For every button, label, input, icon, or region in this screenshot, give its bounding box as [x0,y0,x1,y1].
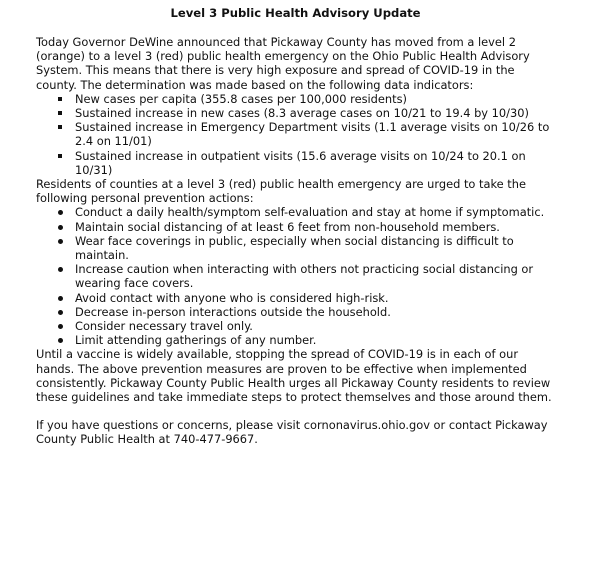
prevention-actions-list [36,205,555,347]
action-item: Consider necessary travel only. [36,319,555,333]
vaccine-paragraph: Until a vaccine is widely available, stopping the spread of COVID-19 is in each of our hands. The above prevention measures are proven to be effective when implemented consistently. Pickaway County Public Health urges all Pickaway County residents to review these guidelines and take immediate steps to protect themselves and those around them. [36,347,552,405]
action-item: Conduct a daily health/symptom self-evaluation and stay at home if symptomatic. [36,205,555,219]
action-item: Wear face coverings in public, especially when social distancing is difficult to maintain. [36,234,555,262]
indicator-item: Sustained increase in outpatient visits (15.6 average visits on 10/24 to 20.1 on 10/31) [36,149,555,177]
intro-paragraph: Today Governor DeWine announced that Pickaway County has moved from a level 2 (orange) to a level 3 (red) public health emergency on the Ohio Public Health Advisory System. This means that there is very high exposure and spread of COVID-19 in the county. The determination was made based on the following data indicators: [36,35,530,92]
indicator-item: Sustained increase in new cases (8.3 average cases on 10/21 to 19.4 by 10/30) [36,106,555,120]
contact-paragraph: If you have questions or concerns, please visit cornonavirus.ohio.gov or contact Pickaway County Public Health at 740-477-9667. [36,418,548,447]
paragraph-spacer [36,404,555,418]
indicator-list [36,92,555,177]
indicator-item: New cases per capita (355.8 cases per 100,000 residents) [36,92,555,106]
indicator-item: Sustained increase in Emergency Department visits (1.1 average visits on 10/26 to 2.4 on 11/01) [36,120,555,148]
action-item: Avoid contact with anyone who is considered high-risk. [36,291,555,305]
action-item: Decrease in-person interactions outside the household. [36,305,555,319]
action-item: Increase caution when interacting with others not practicing social distancing or wearing face covers. [36,262,555,290]
action-item: Limit attending gatherings of any number. [36,333,555,347]
residents-paragraph: Residents of counties at a level 3 (red) public health emergency are urged to take the following personal prevention actions: [36,177,526,206]
document-title: Level 3 Public Health Advisory Update [170,6,421,20]
action-item: Maintain social distancing of at least 6 feet from non-household members. [36,220,555,234]
